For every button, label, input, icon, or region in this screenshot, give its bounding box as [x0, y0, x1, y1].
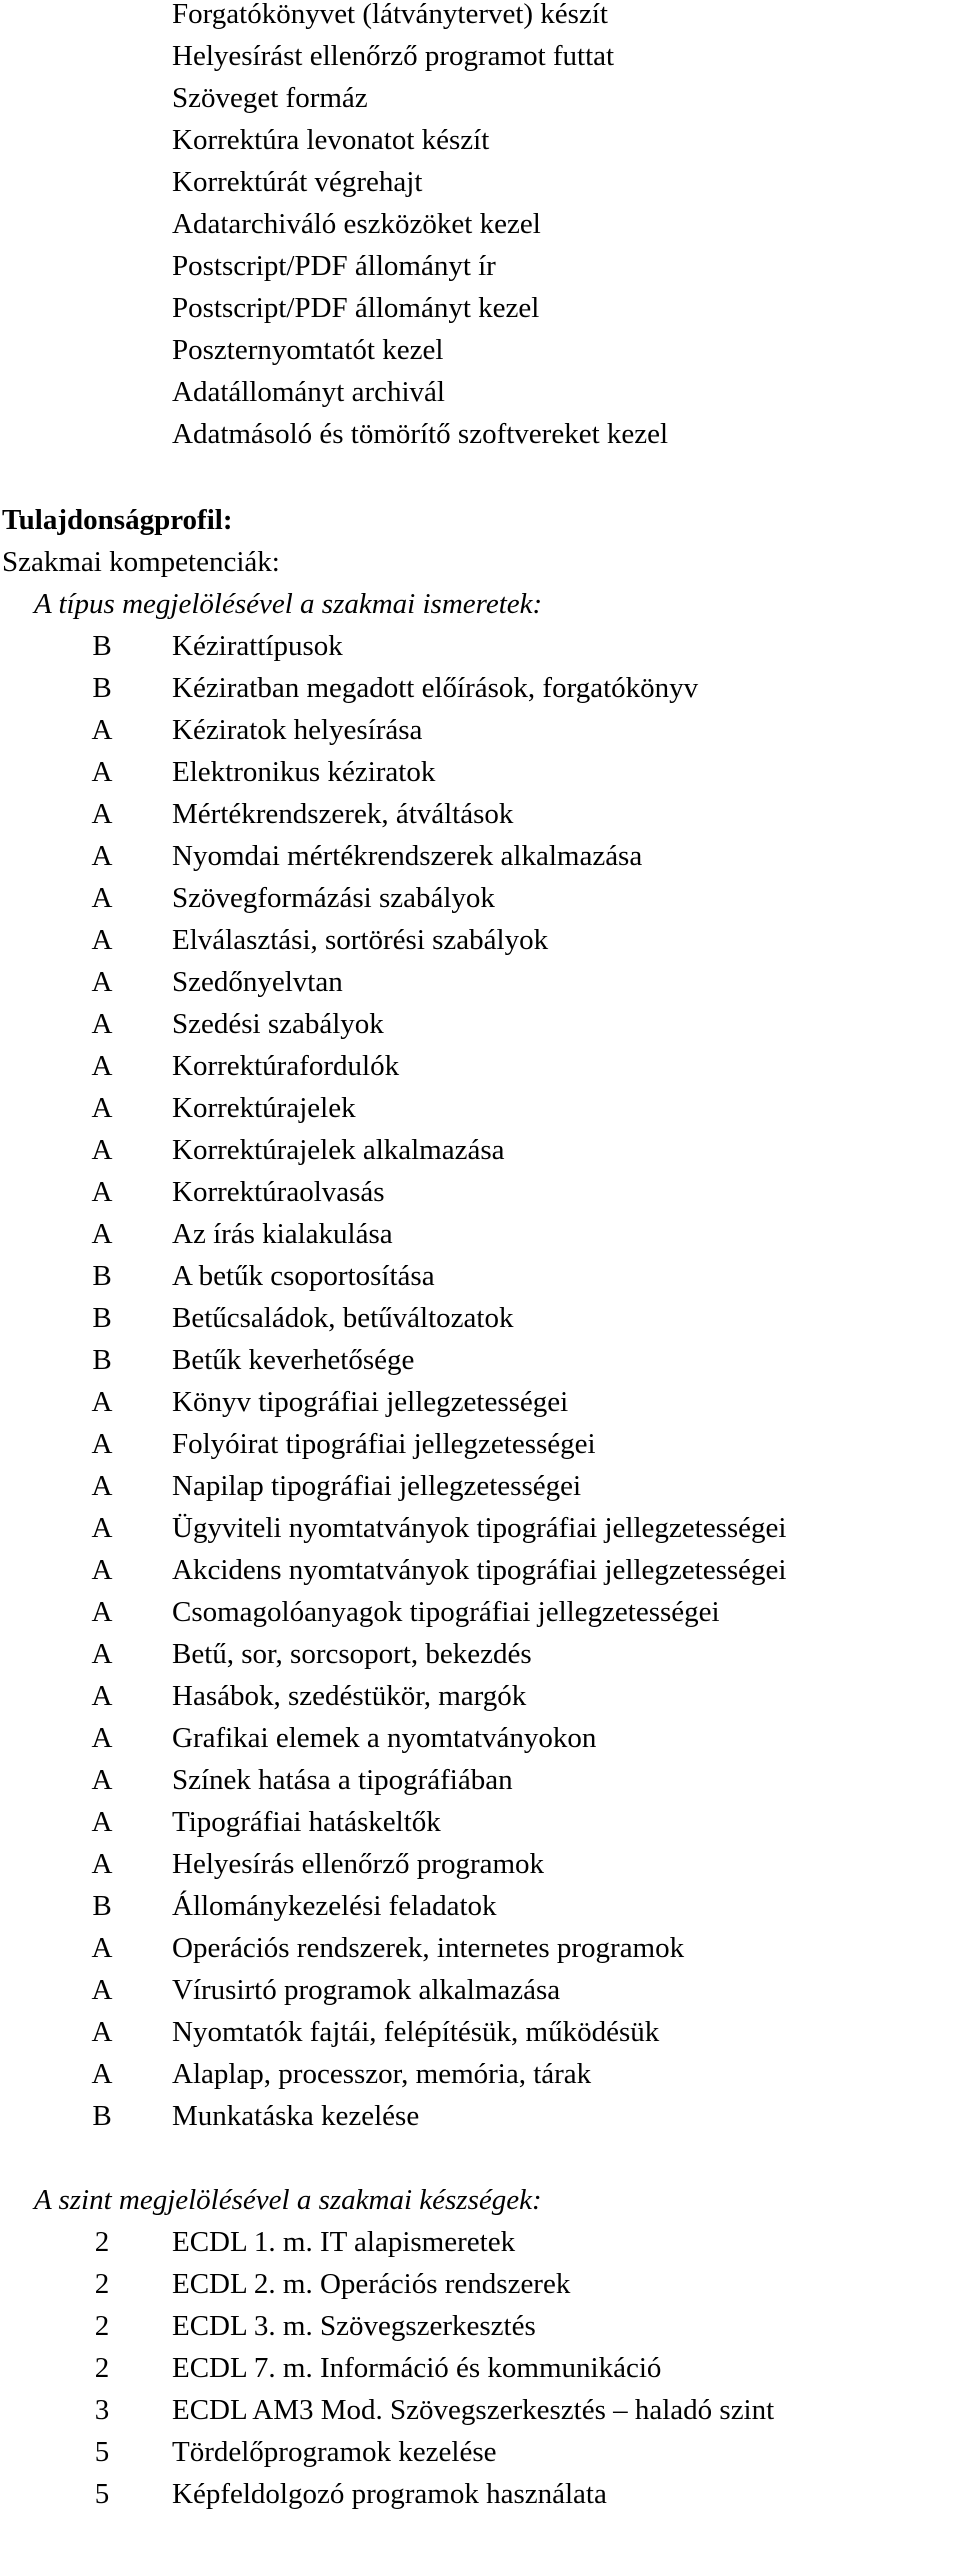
knowledge-type-code: A	[91, 1470, 113, 1502]
knowledge-item: Kéziratok helyesírása	[172, 714, 423, 746]
knowledge-type-code: A	[91, 1554, 113, 1586]
knowledge-type-code: A	[91, 1176, 113, 1208]
knowledge-item: Állománykezelési feladatok	[172, 1890, 497, 1922]
skill-level: 2	[94, 2310, 110, 2342]
knowledge-type-code: A	[91, 1932, 113, 1964]
task-item: Korrektúra levonatot készít	[172, 124, 490, 156]
knowledge-item: Elválasztási, sortörési szabályok	[172, 924, 549, 956]
knowledge-heading: A típus megjelölésével a szakmai ismeretek:	[34, 588, 543, 620]
knowledge-type-code: A	[91, 1092, 113, 1124]
skill-item: ECDL 1. m. IT alapismeretek	[172, 2226, 516, 2258]
knowledge-type-code: A	[91, 1428, 113, 1460]
knowledge-item: Elektronikus kéziratok	[172, 756, 436, 788]
knowledge-item: Betű, sor, sorcsoport, bekezdés	[172, 1638, 532, 1670]
skill-item: ECDL 2. m. Operációs rendszerek	[172, 2268, 571, 2300]
knowledge-type-code: A	[91, 1008, 113, 1040]
knowledge-type-code: A	[91, 1722, 113, 1754]
knowledge-type-code: A	[91, 1638, 113, 1670]
knowledge-item: Szedőnyelvtan	[172, 966, 343, 998]
knowledge-item: Szövegformázási szabályok	[172, 882, 495, 914]
knowledge-type-code: A	[91, 1512, 113, 1544]
skill-item: Képfeldolgozó programok használata	[172, 2478, 607, 2510]
knowledge-type-code: B	[92, 1344, 112, 1376]
task-item: Poszternyomtatót kezel	[172, 334, 444, 366]
knowledge-item: Vírusirtó programok alkalmazása	[172, 1974, 561, 2006]
knowledge-item: Napilap tipográfiai jellegzetességei	[172, 1470, 582, 1502]
task-item: Postscript/PDF állományt ír	[172, 250, 496, 282]
knowledge-item: Könyv tipográfiai jellegzetességei	[172, 1386, 569, 1418]
knowledge-type-code: A	[91, 1050, 113, 1082]
knowledge-type-code: A	[91, 882, 113, 914]
knowledge-item: Nyomdai mértékrendszerek alkalmazása	[172, 840, 643, 872]
task-item: Szöveget formáz	[172, 82, 368, 114]
knowledge-type-code: B	[92, 1260, 112, 1292]
knowledge-type-code: A	[91, 1974, 113, 2006]
skill-level: 5	[94, 2436, 110, 2468]
knowledge-item: A betűk csoportosítása	[172, 1260, 435, 1292]
task-item: Forgatókönyvet (látványtervet) készít	[172, 0, 608, 30]
skill-item: ECDL AM3 Mod. Szövegszerkesztés – haladó szint	[172, 2394, 775, 2426]
knowledge-item: Alaplap, processzor, memória, tárak	[172, 2058, 592, 2090]
task-item: Adatarchiváló eszközöket kezel	[172, 208, 541, 240]
competences-label: Szakmai kompetenciák:	[2, 546, 280, 578]
knowledge-item: Operációs rendszerek, internetes programok	[172, 1932, 685, 1964]
profile-title: Tulajdonságprofil:	[2, 504, 233, 536]
knowledge-item: Betűcsaládok, betűváltozatok	[172, 1302, 514, 1334]
knowledge-type-code: B	[92, 1302, 112, 1334]
skill-level: 5	[94, 2478, 110, 2510]
knowledge-item: Korrektúrajelek alkalmazása	[172, 1134, 505, 1166]
knowledge-item: Betűk keverhetősége	[172, 1344, 415, 1376]
knowledge-item: Korrektúraolvasás	[172, 1176, 385, 1208]
skill-level: 2	[94, 2268, 110, 2300]
knowledge-type-code: A	[91, 798, 113, 830]
knowledge-item: Grafikai elemek a nyomtatványokon	[172, 1722, 597, 1754]
task-item: Adatállományt archivál	[172, 376, 445, 408]
knowledge-item: Csomagolóanyagok tipográfiai jellegzetességei	[172, 1596, 720, 1628]
knowledge-type-code: B	[92, 672, 112, 704]
knowledge-type-code: A	[91, 1596, 113, 1628]
knowledge-type-code: A	[91, 2058, 113, 2090]
knowledge-type-code: B	[92, 630, 112, 662]
knowledge-type-code: A	[91, 1806, 113, 1838]
task-item: Adatmásoló és tömörítő szoftvereket kezel	[172, 418, 669, 450]
knowledge-type-code: A	[91, 1764, 113, 1796]
knowledge-item: Szedési szabályok	[172, 1008, 384, 1040]
knowledge-type-code: A	[91, 714, 113, 746]
knowledge-item: Munkatáska kezelése	[172, 2100, 420, 2132]
knowledge-item: Kéziratban megadott előírások, forgatókönyv	[172, 672, 699, 704]
knowledge-item: Tipográfiai hatáskeltők	[172, 1806, 441, 1838]
task-item: Helyesírást ellenőrző programot futtat	[172, 40, 615, 72]
knowledge-type-code: A	[91, 756, 113, 788]
knowledge-type-code: A	[91, 1134, 113, 1166]
knowledge-item: Hasábok, szedéstükör, margók	[172, 1680, 527, 1712]
task-item: Postscript/PDF állományt kezel	[172, 292, 540, 324]
knowledge-type-code: B	[92, 2100, 112, 2132]
knowledge-type-code: A	[91, 840, 113, 872]
knowledge-type-code: A	[91, 2016, 113, 2048]
knowledge-item: Folyóirat tipográfiai jellegzetességei	[172, 1428, 596, 1460]
knowledge-type-code: B	[92, 1890, 112, 1922]
skill-item: ECDL 7. m. Információ és kommunikáció	[172, 2352, 662, 2384]
knowledge-type-code: A	[91, 1680, 113, 1712]
knowledge-item: Korrektúrafordulók	[172, 1050, 400, 1082]
task-item: Korrektúrát végrehajt	[172, 166, 423, 198]
knowledge-item: Helyesírás ellenőrző programok	[172, 1848, 545, 1880]
knowledge-item: Korrektúrajelek	[172, 1092, 356, 1124]
knowledge-item: Az írás kialakulása	[172, 1218, 393, 1250]
knowledge-item: Nyomtatók fajtái, felépítésük, működésük	[172, 2016, 660, 2048]
knowledge-type-code: A	[91, 966, 113, 998]
knowledge-item: Akcidens nyomtatványok tipográfiai jellegzetességei	[172, 1554, 787, 1586]
skill-item: Tördelőprogramok kezelése	[172, 2436, 497, 2468]
knowledge-type-code: A	[91, 1218, 113, 1250]
knowledge-type-code: A	[91, 924, 113, 956]
skills-heading: A szint megjelölésével a szakmai készségek:	[34, 2184, 542, 2216]
skill-level: 2	[94, 2226, 110, 2258]
knowledge-item: Mértékrendszerek, átváltások	[172, 798, 514, 830]
knowledge-type-code: A	[91, 1848, 113, 1880]
skill-level: 2	[94, 2352, 110, 2384]
knowledge-item: Kézirattípusok	[172, 630, 343, 662]
knowledge-item: Színek hatása a tipográfiában	[172, 1764, 513, 1796]
knowledge-item: Ügyviteli nyomtatványok tipográfiai jellegzetességei	[172, 1512, 787, 1544]
skill-level: 3	[94, 2394, 110, 2426]
knowledge-type-code: A	[91, 1386, 113, 1418]
skill-item: ECDL 3. m. Szövegszerkesztés	[172, 2310, 536, 2342]
